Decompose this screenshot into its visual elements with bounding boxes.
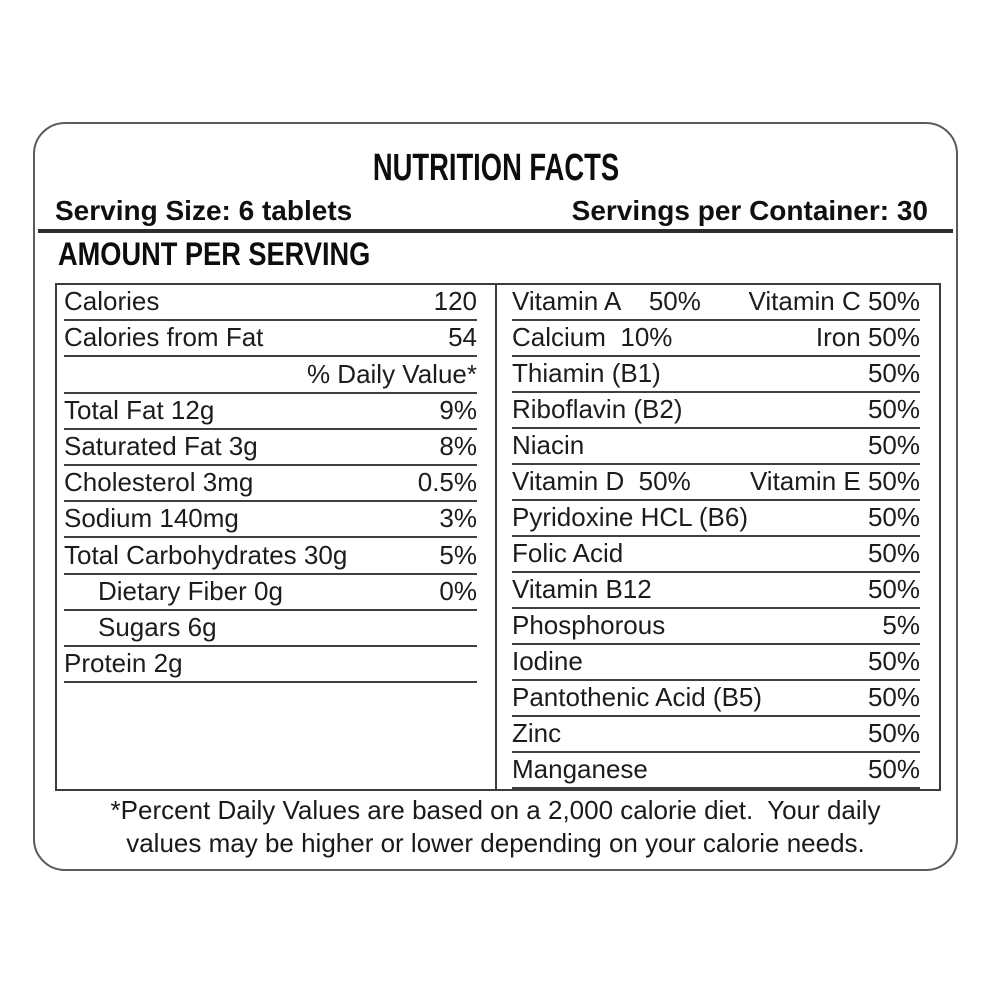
nutrient-name: Pyridoxine HCL (B6) bbox=[512, 502, 749, 532]
nutrient-row bbox=[512, 717, 920, 753]
nutrient-row bbox=[64, 466, 477, 502]
nutrient-value: 5% bbox=[882, 610, 920, 640]
nutrient-value: 50% bbox=[867, 502, 920, 532]
nutrient-row bbox=[64, 394, 477, 430]
nutrient-value: 8% bbox=[439, 430, 477, 461]
nutrient-name: Cholesterol 3mg bbox=[64, 467, 254, 498]
nutrient-name: Total Carbohydrates 30g bbox=[64, 539, 348, 570]
nutrition-table bbox=[55, 283, 941, 791]
nutrient-name: Zinc bbox=[512, 718, 562, 748]
daily-value-footnote bbox=[45, 794, 946, 860]
nutrient-name: Dietary Fiber 0g bbox=[98, 575, 283, 606]
nutrient-row bbox=[512, 465, 920, 501]
label-title bbox=[35, 147, 956, 190]
nutrient-value: 5% bbox=[439, 539, 477, 570]
nutrient-name: Phosphorous bbox=[512, 610, 666, 640]
nutrient-name: Sugars 6g bbox=[98, 611, 217, 642]
nutrient-name: Vitamin D 50% bbox=[512, 466, 691, 496]
nutrient-value: 3% bbox=[439, 503, 477, 534]
nutrient-name: Manganese bbox=[512, 754, 648, 784]
amount-per-serving-header bbox=[58, 236, 425, 273]
nutrient-row bbox=[64, 357, 477, 393]
nutrient-value: 50% bbox=[867, 574, 920, 604]
nutrient-row bbox=[512, 393, 920, 429]
nutrient-row bbox=[512, 681, 920, 717]
serving-size: Serving Size: 6 tablets bbox=[55, 195, 353, 226]
label-title-text: NUTRITION FACTS bbox=[372, 147, 619, 189]
nutrition-label bbox=[33, 122, 958, 871]
nutrient-name: Pantothenic Acid (B5) bbox=[512, 682, 763, 712]
nutrient-name: Niacin bbox=[512, 430, 585, 460]
nutrient-name: Saturated Fat 3g bbox=[64, 430, 258, 461]
nutrient-value: % Daily Value* bbox=[306, 358, 477, 389]
nutrient-row bbox=[512, 753, 920, 789]
nutrient-row bbox=[64, 430, 477, 466]
nutrient-value: 50% bbox=[867, 358, 920, 388]
nutrient-name: Riboflavin (B2) bbox=[512, 394, 683, 424]
nutrient-name: Vitamin A 50% bbox=[512, 286, 701, 316]
nutrient-name: Folic Acid bbox=[512, 538, 624, 568]
nutrient-row bbox=[512, 321, 920, 357]
nutrient-row bbox=[512, 429, 920, 465]
nutrient-value: 0.5% bbox=[417, 467, 477, 498]
nutrient-row bbox=[512, 609, 920, 645]
nutrient-value: 0% bbox=[439, 575, 477, 606]
nutrient-row bbox=[64, 538, 477, 574]
nutrient-name: Protein 2g bbox=[64, 648, 183, 679]
footnote-line-2: values may be higher or lower depending on your calorie needs. bbox=[126, 828, 865, 858]
nutrient-value: 50% bbox=[867, 394, 920, 424]
nutrient-row bbox=[64, 575, 477, 611]
nutrient-name: Calcium 10% bbox=[512, 322, 673, 352]
nutrient-value: 9% bbox=[439, 394, 477, 425]
nutrient-value: 50% bbox=[867, 754, 920, 784]
nutrient-value: 50% bbox=[867, 646, 920, 676]
nutrient-value: Vitamin C 50% bbox=[748, 286, 920, 316]
nutrient-row bbox=[64, 611, 477, 647]
nutrient-name: Thiamin (B1) bbox=[512, 358, 661, 388]
nutrient-row bbox=[512, 537, 920, 573]
serving-info-row bbox=[55, 195, 928, 227]
nutrient-value: 50% bbox=[867, 682, 920, 712]
amount-per-serving-text: AMOUNT PER SERVING bbox=[58, 236, 371, 272]
footnote-line-1: *Percent Daily Values are based on a 2,000 calorie diet. Your daily bbox=[110, 795, 881, 825]
nutrient-row bbox=[512, 357, 920, 393]
nutrient-name: Vitamin B12 bbox=[512, 574, 652, 604]
nutrient-row bbox=[64, 502, 477, 538]
nutrient-row bbox=[64, 321, 477, 357]
nutrient-row bbox=[512, 285, 920, 321]
nutrient-value: Iron 50% bbox=[815, 322, 920, 352]
nutrient-name: Calories bbox=[64, 286, 160, 317]
serving-divider-rule bbox=[38, 229, 953, 233]
nutrient-name: Sodium 140mg bbox=[64, 503, 239, 534]
nutrient-name: Calories from Fat bbox=[64, 322, 264, 353]
nutrient-value: 50% bbox=[867, 430, 920, 460]
nutrient-name: Iodine bbox=[512, 646, 583, 676]
nutrient-value: 50% bbox=[867, 718, 920, 748]
nutrient-name: Total Fat 12g bbox=[64, 394, 215, 425]
nutrient-row bbox=[64, 647, 477, 683]
nutrient-row bbox=[64, 285, 477, 321]
nutrient-row bbox=[512, 645, 920, 681]
nutrient-row bbox=[512, 501, 920, 537]
vitamins-column bbox=[497, 285, 939, 789]
nutrient-value: 54 bbox=[448, 322, 477, 353]
nutrient-value: Vitamin E 50% bbox=[749, 466, 920, 496]
nutrients-column bbox=[57, 285, 495, 789]
nutrient-row bbox=[512, 573, 920, 609]
nutrient-value: 120 bbox=[433, 286, 477, 317]
servings-per-container: Servings per Container: 30 bbox=[571, 195, 928, 226]
nutrient-value: 50% bbox=[867, 538, 920, 568]
